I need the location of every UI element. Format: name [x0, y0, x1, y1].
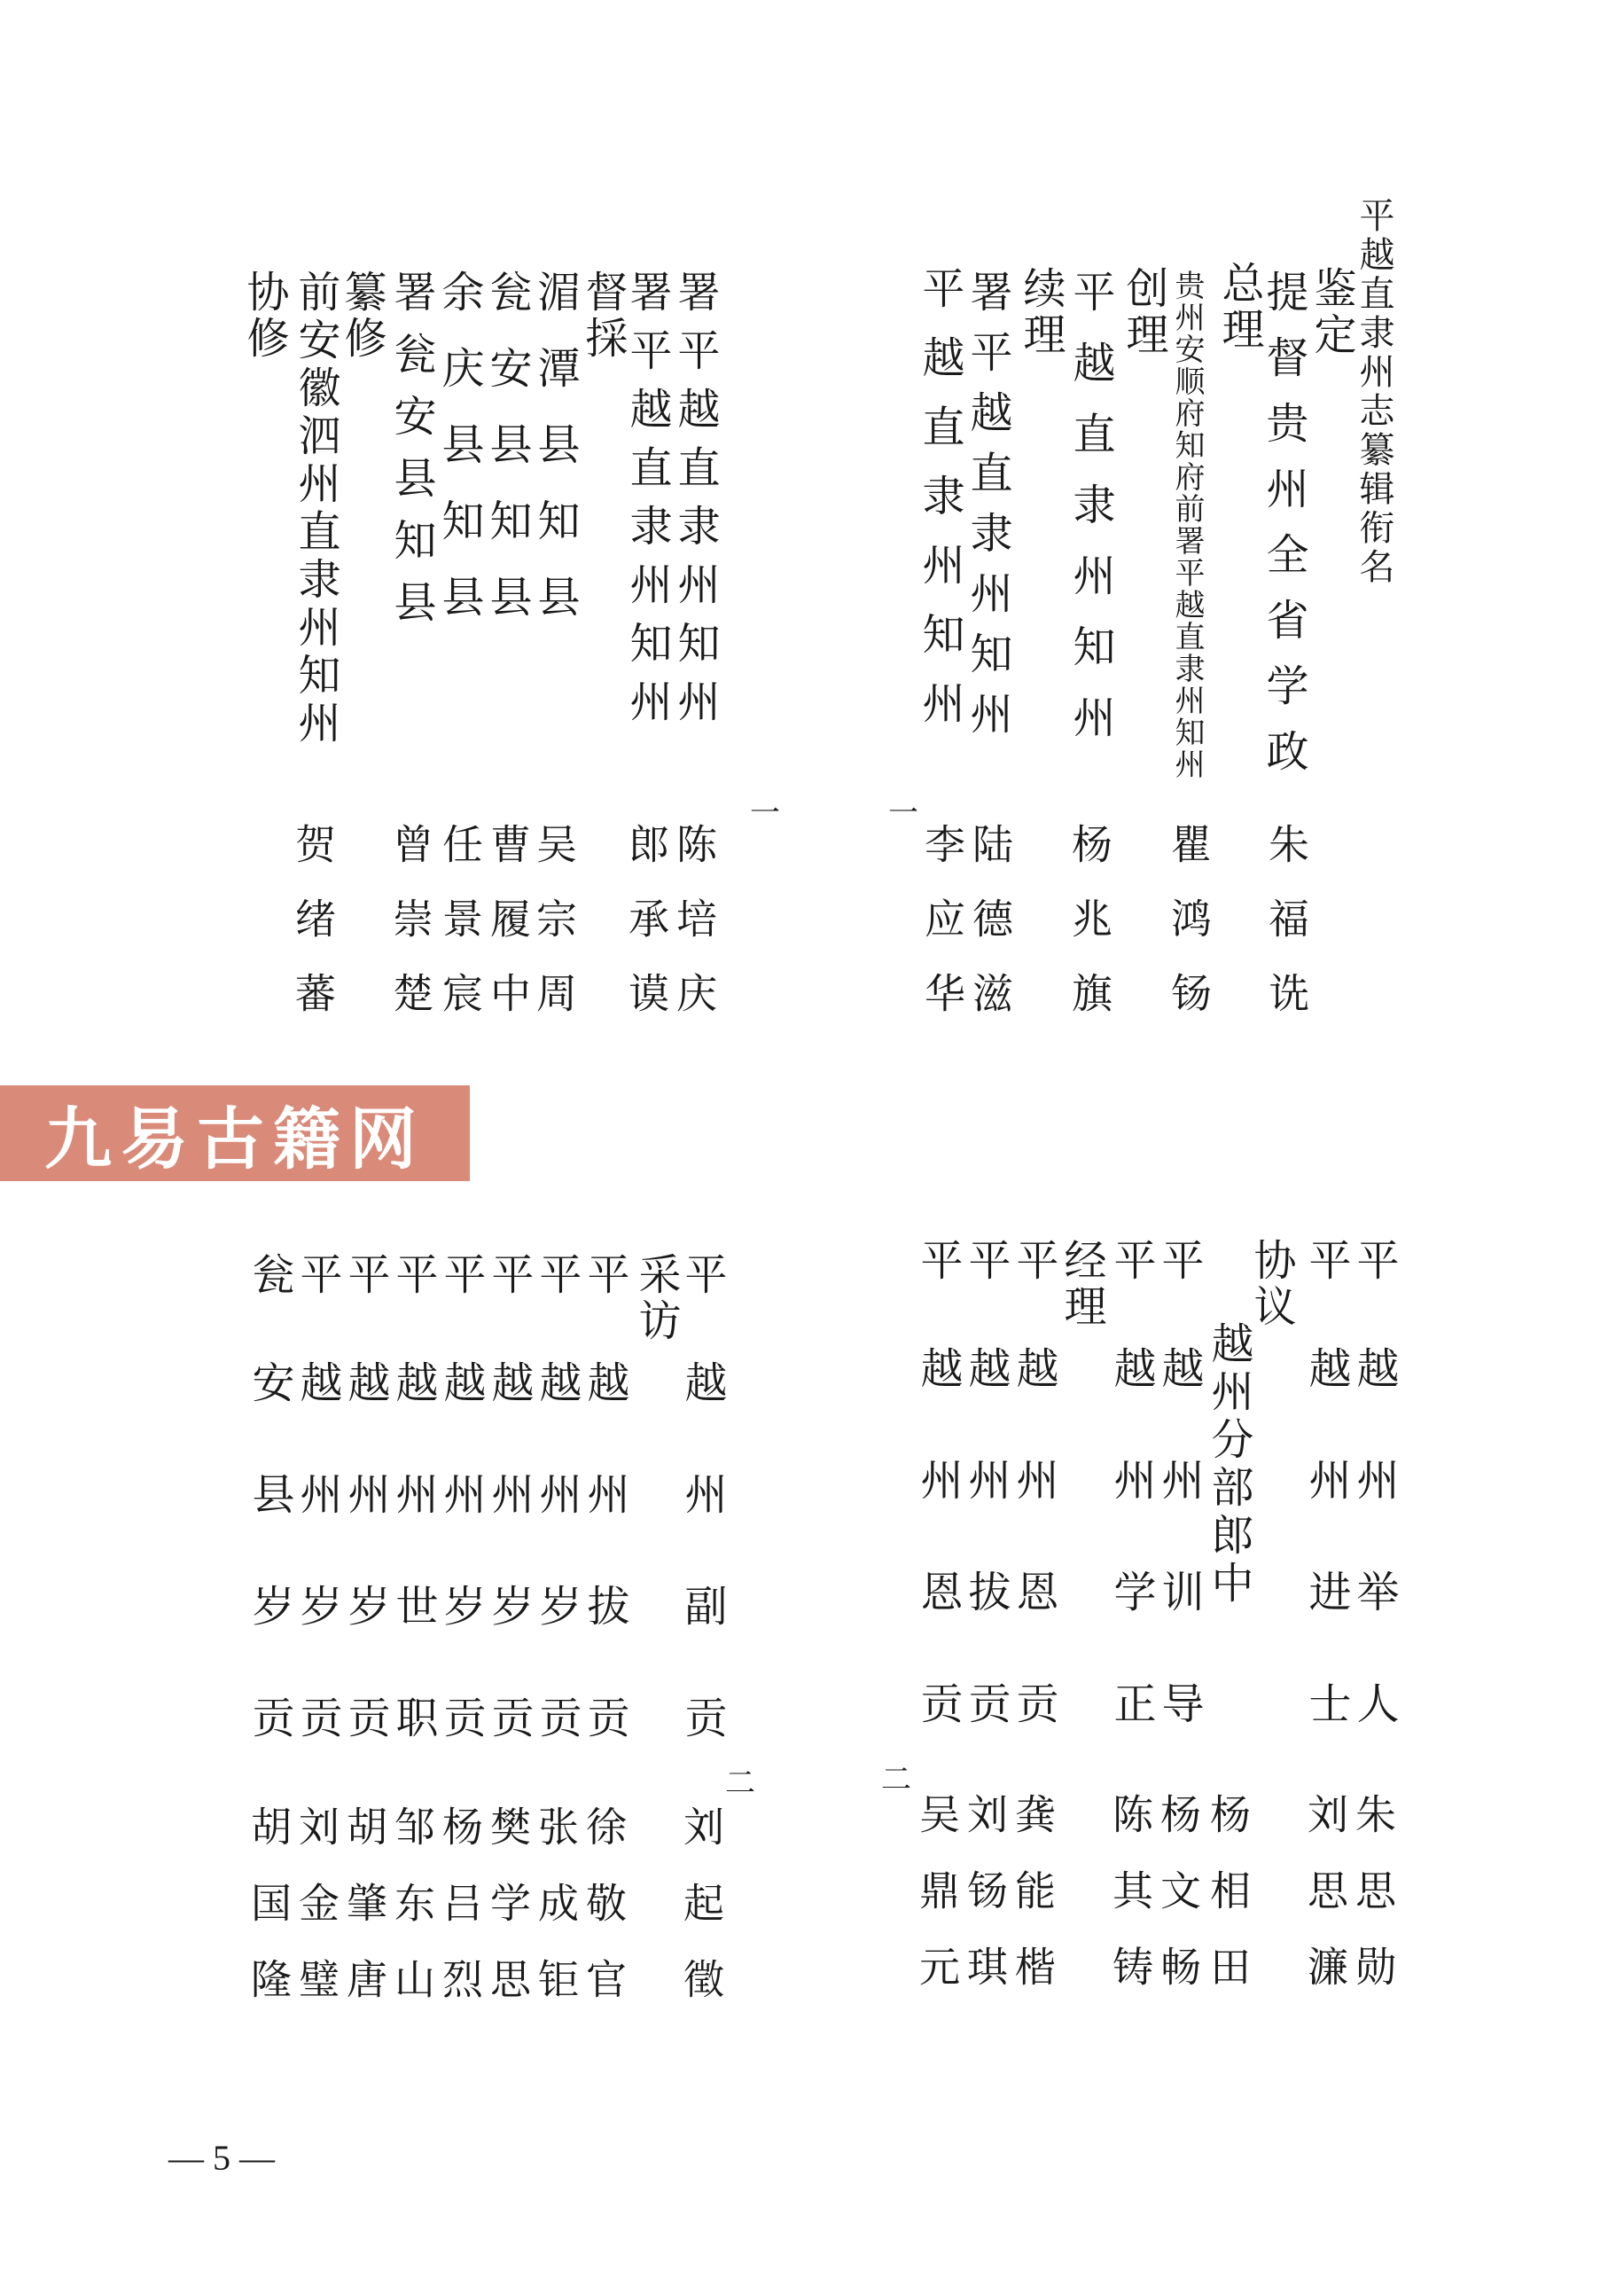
role-label: 续理 — [1016, 266, 1066, 358]
person-name: 刘起徵 — [677, 1805, 725, 2034]
entry-head: 平 — [1106, 1238, 1156, 1284]
office-title: 平越直隶州知州 — [915, 266, 964, 750]
person-name: 杨吕烈 — [436, 1805, 484, 2034]
page-number: — 5 — — [168, 2138, 275, 2178]
person-name: 张成钜 — [532, 1805, 580, 2034]
section-mark: 一 — [750, 795, 780, 831]
entry-head: 平 — [961, 1238, 1011, 1284]
person-name: 郎承谟 — [622, 823, 670, 1046]
role-label: 督採 — [578, 270, 628, 362]
person-name: 陈培庆 — [670, 823, 718, 1046]
office-title: 瓮安县知县 — [482, 270, 532, 651]
office-title: 署平越直隶州知州 — [963, 270, 1012, 752]
person-name: 樊学思 — [484, 1805, 532, 2034]
person-name: 吴宗周 — [530, 823, 578, 1046]
watermark-text: 九易古籍网 — [44, 1099, 426, 1178]
office-title: 越州恩贡 — [1009, 1346, 1058, 1793]
role-label: 总理 — [1214, 261, 1264, 353]
entry-head: 平 — [1154, 1238, 1204, 1284]
entry-head: 平 — [340, 1252, 390, 1298]
person-name: 朱思勋 — [1349, 1793, 1397, 2022]
person-name: 刘金璧 — [293, 1805, 340, 2034]
person-name: 杨相田 — [1204, 1793, 1252, 2022]
office-title: 越州恩贡 — [913, 1346, 963, 1793]
office-title: 越州学正 — [1106, 1346, 1156, 1793]
role-label: 创理 — [1119, 266, 1168, 358]
office-title: 贵州安顺府知府前署平越直隶州知州 — [1169, 270, 1205, 780]
person-name: 刘钖琪 — [961, 1793, 1009, 2022]
entry-head: 平 — [293, 1252, 342, 1298]
role-label: 鉴定 — [1307, 266, 1356, 358]
office-title: 越州拔贡 — [961, 1346, 1011, 1793]
office-title: 署平越直隶州知州 — [622, 270, 672, 738]
person-name: 胡肇唐 — [340, 1805, 388, 2034]
entry-head: 瓮 — [245, 1252, 294, 1298]
person-name: 瞿鸿钖 — [1165, 823, 1213, 1046]
entry-head: 经理 — [1057, 1238, 1106, 1330]
person-name: 曾崇楚 — [386, 823, 434, 1046]
person-name: 杨文畅 — [1154, 1793, 1202, 2022]
office-title: 越州拔贡 — [580, 1360, 629, 1807]
office-title: 平越直隶州知州 — [1066, 270, 1115, 766]
office-title: 越州副贡 — [677, 1360, 727, 1807]
office-title: 越州岁贡 — [340, 1360, 390, 1807]
entry-head: 协议 — [1246, 1238, 1296, 1330]
entry-head: 平 — [677, 1252, 727, 1298]
person-name: 吴鼎元 — [913, 1793, 961, 2022]
entry-head: 平 — [1349, 1238, 1399, 1284]
section-mark: 一 — [888, 795, 918, 831]
office-title: 越州岁贡 — [293, 1360, 342, 1807]
person-name: 李应华 — [918, 823, 966, 1046]
office-title: 湄潭县知县 — [530, 270, 580, 651]
office-title: 署平越直隶州知州 — [670, 270, 720, 738]
office-title: 提督贵州全省学政 — [1259, 270, 1308, 794]
office-title: 越州训导 — [1154, 1346, 1204, 1793]
office-title: 越州进士 — [1301, 1346, 1351, 1793]
office-title: 越州岁贡 — [436, 1360, 486, 1807]
section-mark: 二 — [881, 1762, 911, 1797]
person-name: 陈其铸 — [1106, 1793, 1154, 2022]
entry-head: 平 — [388, 1252, 438, 1298]
entry-head: 平 — [913, 1238, 963, 1284]
entry-head: 平 — [484, 1252, 534, 1298]
office-title: 越州岁贡 — [484, 1360, 534, 1807]
office-title: 越州举人 — [1349, 1346, 1399, 1793]
person-name: 曹履中 — [484, 823, 532, 1046]
entry-head: 平 — [1009, 1238, 1058, 1284]
office-title: 署瓮安县知县 — [386, 270, 436, 642]
person-name: 杨兆旗 — [1066, 823, 1113, 1046]
office-title: 前安徽泗州直隶州知州 — [291, 270, 340, 748]
office-title: 安县岁贡 — [245, 1360, 294, 1807]
entry-head: 采访 — [631, 1252, 681, 1344]
person-name: 朱福诜 — [1262, 823, 1310, 1046]
entry-head: 平 — [436, 1252, 486, 1298]
office-title: 余庆县知县 — [434, 270, 484, 651]
person-name: 徐敬官 — [580, 1805, 628, 2034]
person-name: 任景宸 — [436, 823, 484, 1046]
person-name: 贺绪蕃 — [289, 823, 337, 1046]
office-title: 越州世职 — [388, 1360, 438, 1807]
person-name: 刘思濂 — [1301, 1793, 1349, 2022]
role-label: 纂修 — [337, 270, 386, 362]
person-name: 胡国隆 — [245, 1805, 293, 2034]
page-title: 平越直隶州志纂辑衔名 — [1354, 197, 1394, 587]
person-name: 龚能楷 — [1009, 1793, 1057, 2022]
entry-head: 平 — [1301, 1238, 1351, 1284]
entry-head: 平 — [580, 1252, 629, 1298]
office-title: 越州岁贡 — [532, 1360, 582, 1807]
person-name: 邹东山 — [388, 1805, 436, 2034]
watermark-banner — [0, 1085, 470, 1181]
person-name: 陆德滋 — [966, 823, 1014, 1046]
entry-head: 平 — [532, 1252, 582, 1298]
role-label: 协修 — [239, 270, 289, 362]
office-title: 越州分部郎中 — [1204, 1321, 1253, 1609]
section-mark: 二 — [725, 1765, 755, 1801]
